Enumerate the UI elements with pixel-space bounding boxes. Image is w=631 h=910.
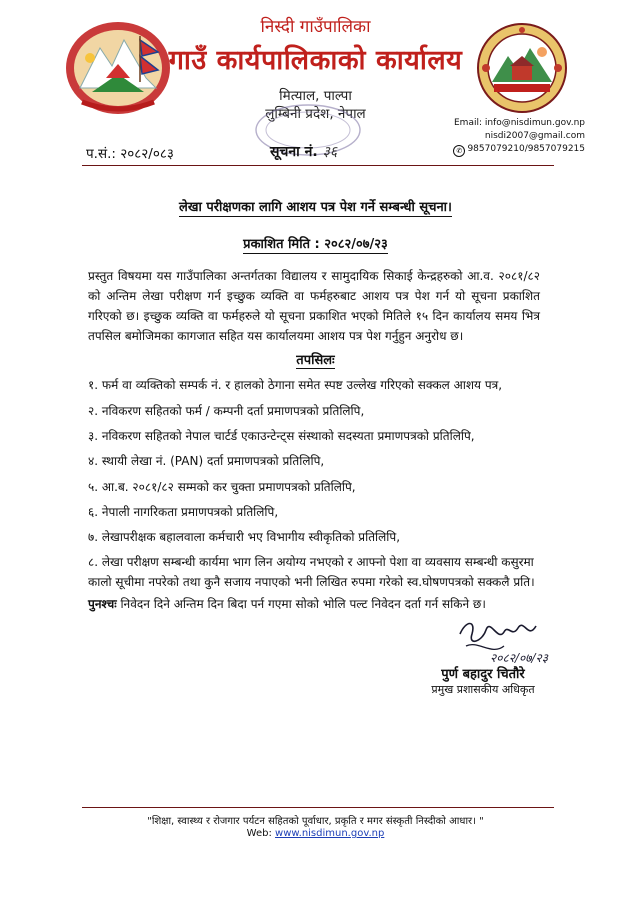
address-line-1: मित्याल, पाल्पा xyxy=(279,88,352,104)
website-link[interactable]: www.nisdimun.gov.np xyxy=(275,828,385,839)
reference-number: प.सं.: २०८२/०८३ xyxy=(86,146,174,162)
contact-phone-number: 9857079210/9857079215 xyxy=(467,144,585,154)
published-date-text: प्रकाशित मिति : २०८२/०७/२३ xyxy=(243,237,388,252)
list-item: ८. लेखा परीक्षण सम्बन्धी कार्यमा भाग लिन अयोग्य नभएको र आफ्नो पेशा वा व्यवसाय सम्बन्धी कसुरमा xyxy=(88,555,534,569)
notice-number-value: ३६ xyxy=(322,144,338,160)
list-item-continuation: कालो सूचीमा नपरेको तथा कुनै सजाय नपाएको भनी लिखित रुपमा गरेको स्व.घोषणपत्रको सक्कलै प्रति। xyxy=(88,575,535,589)
notice-subject-text: लेखा परीक्षणका लागि आशय पत्र पेश गर्ने सम्बन्धी सूचना। xyxy=(179,200,452,215)
details-heading-text: तपसिलः xyxy=(296,353,335,368)
postscript-text: निवेदन दिने अन्तिम दिन बिदा पर्न गएमा सोको भोलि पल्ट निवेदन दर्ता गर्न सकिने छ। xyxy=(120,597,486,611)
office-title: गाउँ कार्यपालिकाको कार्यालय xyxy=(168,45,463,76)
handwritten-signature xyxy=(452,612,568,668)
list-item: ४. स्थायी लेखा नं. (PAN) दर्ता प्रमाणपत्रको प्रतिलिपि, xyxy=(88,454,325,468)
notice-number-label: सूचना नं. xyxy=(270,144,318,160)
details-heading xyxy=(0,350,631,368)
list-item: ६. नेपाली नागरिकता प्रमाणपत्रको प्रतिलिपि, xyxy=(88,505,279,519)
signatory-title: प्रमुख प्रशासकीय अधिकृत xyxy=(431,683,535,696)
postscript-label: पुनश्चः xyxy=(88,597,117,611)
contact-email-secondary: nisdi2007@gmail.com xyxy=(484,131,585,141)
signatory-name: पुर्ण बहादुर चितौरे xyxy=(441,667,525,682)
footer-divider xyxy=(82,807,554,808)
phone-icon: ✆ xyxy=(453,145,465,157)
notice-paragraph: प्रस्तुत विषयमा यस गाउँपालिका अन्तर्गतका विद्यालय र सामुदायिक सिकाई केन्द्रहरुको आ.व. २०८१/८२ को अन्तिम लेखा परीक्षण गर्न इच्छुक व्यक्ति वा फर्महरुबाट आशय पत्र पेश गर्न यो सूचना प्रकाशित गरिएको छ। इच्छुक व्यक्ति वा फर्महरुले यो सूचना प्रकाशित भएको मितिले १५ दिन कार्यालय समय भित्र तपसिल बमोजिमका कागजात सहित यस कार्यालयमा आशय पत्र पेश गर्नुहुन अनुरोध छ। xyxy=(88,269,540,343)
footer-slogan: "शिक्षा, स्वास्थ्य र रोजगार पर्यटन सहितको पूर्वाधार, प्रकृति र मगर संस्कृती निस्दीको आधार। " xyxy=(147,816,484,827)
office-name: निस्दी गाउँपालिका xyxy=(260,17,371,37)
postscript xyxy=(88,595,486,612)
list-item: ५. आ.ब. २०८१/८२ सम्मको कर चुक्ता प्रमाणपत्रको प्रतिलिपि, xyxy=(88,480,356,494)
municipality-seal-icon xyxy=(476,22,568,114)
notice-subject xyxy=(0,197,631,215)
address-line-2: लुम्बिनी प्रदेश, नेपाल xyxy=(265,106,366,122)
footer-web xyxy=(0,828,631,839)
list-item: १. फर्म वा व्यक्तिको सम्पर्क नं. र हालको ठेगाना समेत स्पष्ट उल्लेख गरिएको सक्कल आशय पत्र, xyxy=(88,378,503,392)
footer-web-label: Web: xyxy=(246,828,272,839)
list-item: २. नविकरण सहितको फर्म / कम्पनी दर्ता प्रमाणपत्रको प्रतिलिपि, xyxy=(88,404,365,418)
header-divider xyxy=(82,165,554,166)
list-item: ३. नविकरण सहितको नेपाल चार्टर्ड एकाउन्टेन्ट्स संस्थाको सदस्यता प्रमाणपत्रको प्रतिलिपि, xyxy=(88,429,475,443)
signature-date: २०८२/०७/२३ xyxy=(490,651,549,665)
list-item: ७. लेखापरीक्षक बहालवाला कर्मचारी भए विभागीय स्वीकृतिको प्रतिलिपि, xyxy=(88,530,401,544)
contact-email: Email: info@nisdimun.gov.np xyxy=(453,118,585,128)
published-date xyxy=(0,234,631,252)
contact-phone xyxy=(453,144,585,157)
notice-number xyxy=(270,142,337,161)
